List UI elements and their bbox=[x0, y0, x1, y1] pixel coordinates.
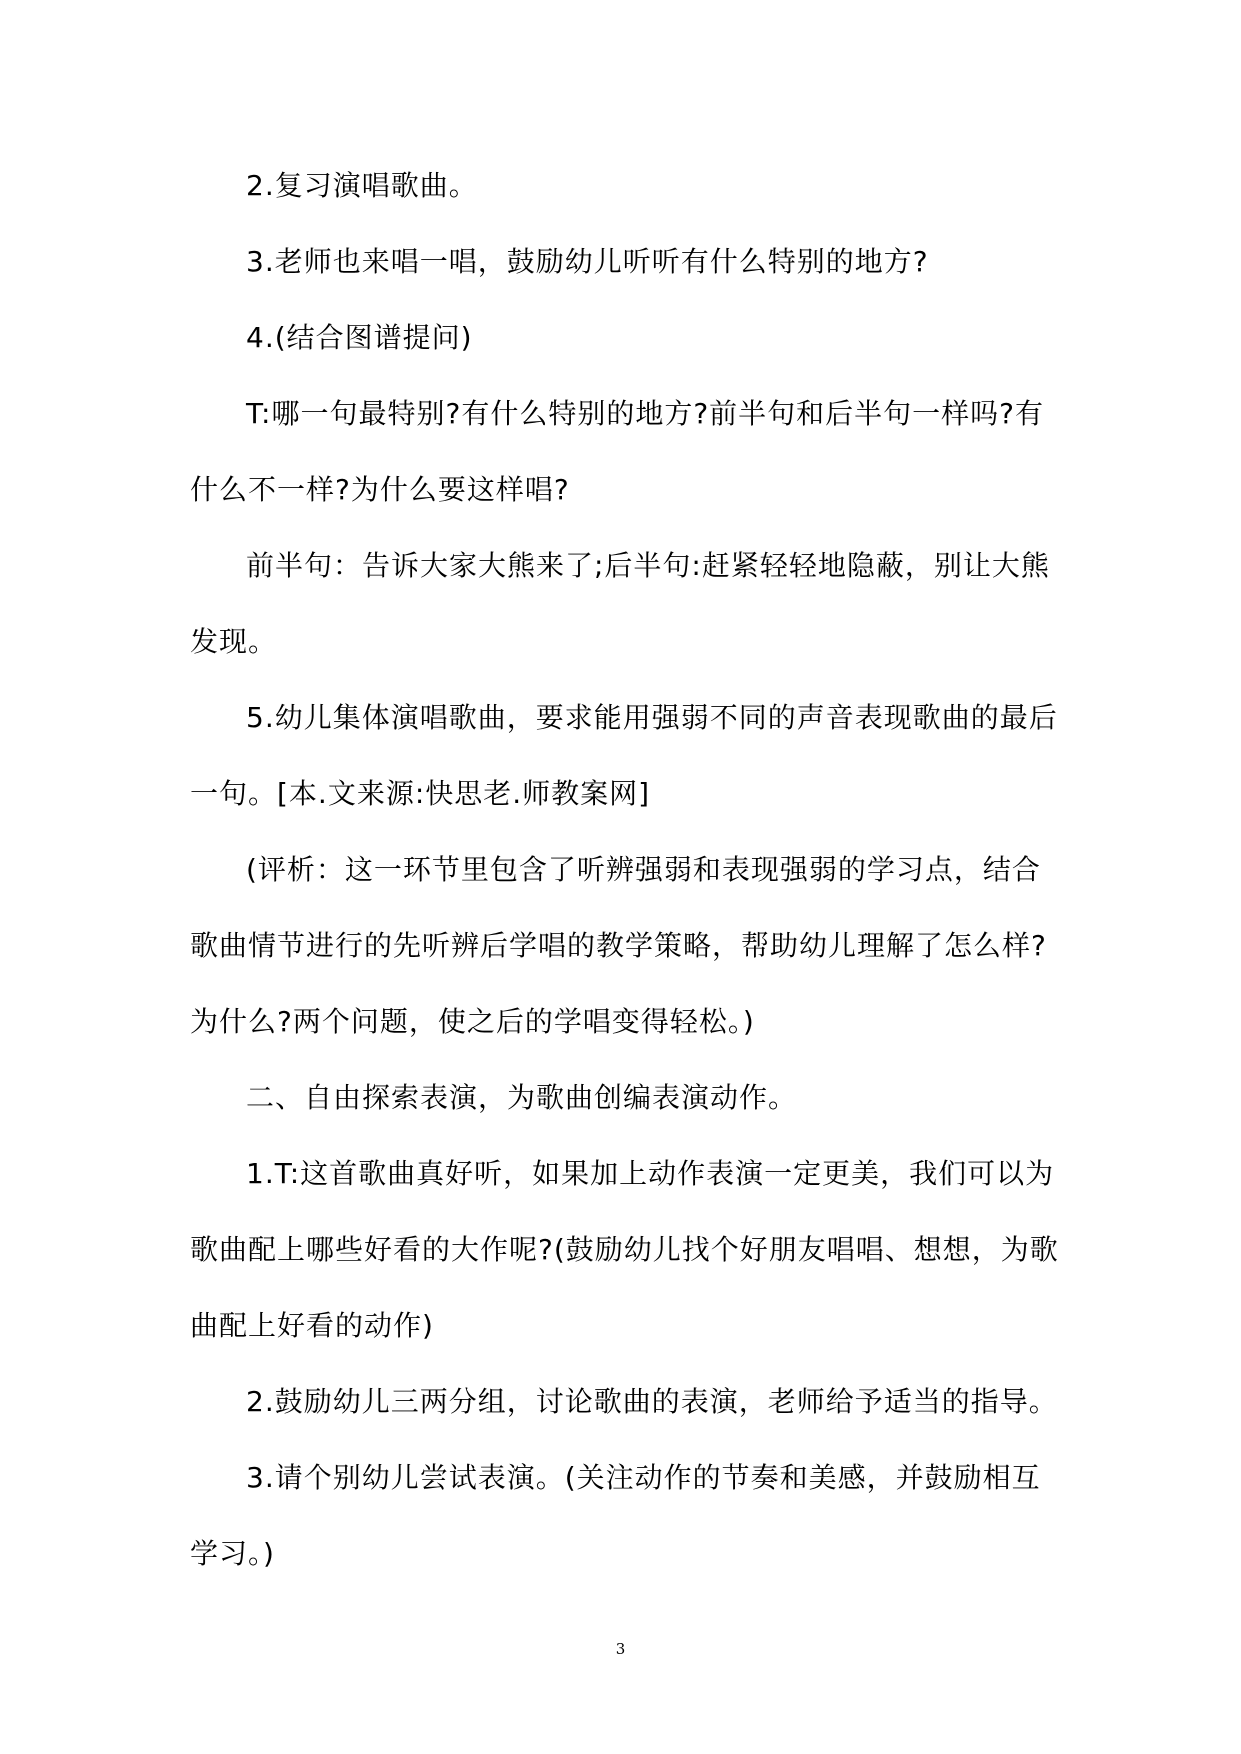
paragraph: 3.请个别幼儿尝试表演。(关注动作的节奏和美感，并鼓励相互学习。) bbox=[190, 1461, 1041, 1570]
paragraph: 5.幼儿集体演唱歌曲，要求能用强弱不同的声音表现歌曲的最后一句。[本.文来源:快思老.师教案网] bbox=[190, 701, 1058, 810]
section-heading: 二、自由探索表演，为歌曲创编表演动作。 bbox=[246, 1081, 798, 1114]
paragraph: (评析：这一环节里包含了听辨强弱和表现强弱的学习点，结合歌曲情节进行的先听辨后学唱的教学策略，帮助幼儿理解了怎么样?为什么?两个问题，使之后的学唱变得轻松。) bbox=[190, 853, 1047, 1038]
page-number: 3 bbox=[615, 1640, 626, 1658]
document-body bbox=[190, 148, 1060, 1592]
paragraph: 3.老师也来唱一唱，鼓励幼儿听听有什么特别的地方? bbox=[246, 245, 929, 278]
paragraph: T:哪一句最特别?有什么特别的地方?前半句和后半句一样吗?有什么不一样?为什么要这样唱? bbox=[190, 397, 1045, 506]
paragraph: 前半句：告诉大家大熊来了;后半句:赶紧轻轻地隐蔽，别让大熊发现。 bbox=[190, 549, 1050, 658]
paragraph: 1.T:这首歌曲真好听，如果加上动作表演一定更美，我们可以为歌曲配上哪些好看的大作呢?(鼓励幼儿找个好朋友唱唱、想想，为歌曲配上好看的动作) bbox=[190, 1157, 1059, 1342]
paragraph: 2.鼓励幼儿三两分组，讨论歌曲的表演，老师给予适当的指导。 bbox=[246, 1385, 1058, 1418]
paragraph: 2.复习演唱歌曲。 bbox=[246, 169, 478, 202]
paragraph: 4.(结合图谱提问) bbox=[246, 321, 473, 354]
